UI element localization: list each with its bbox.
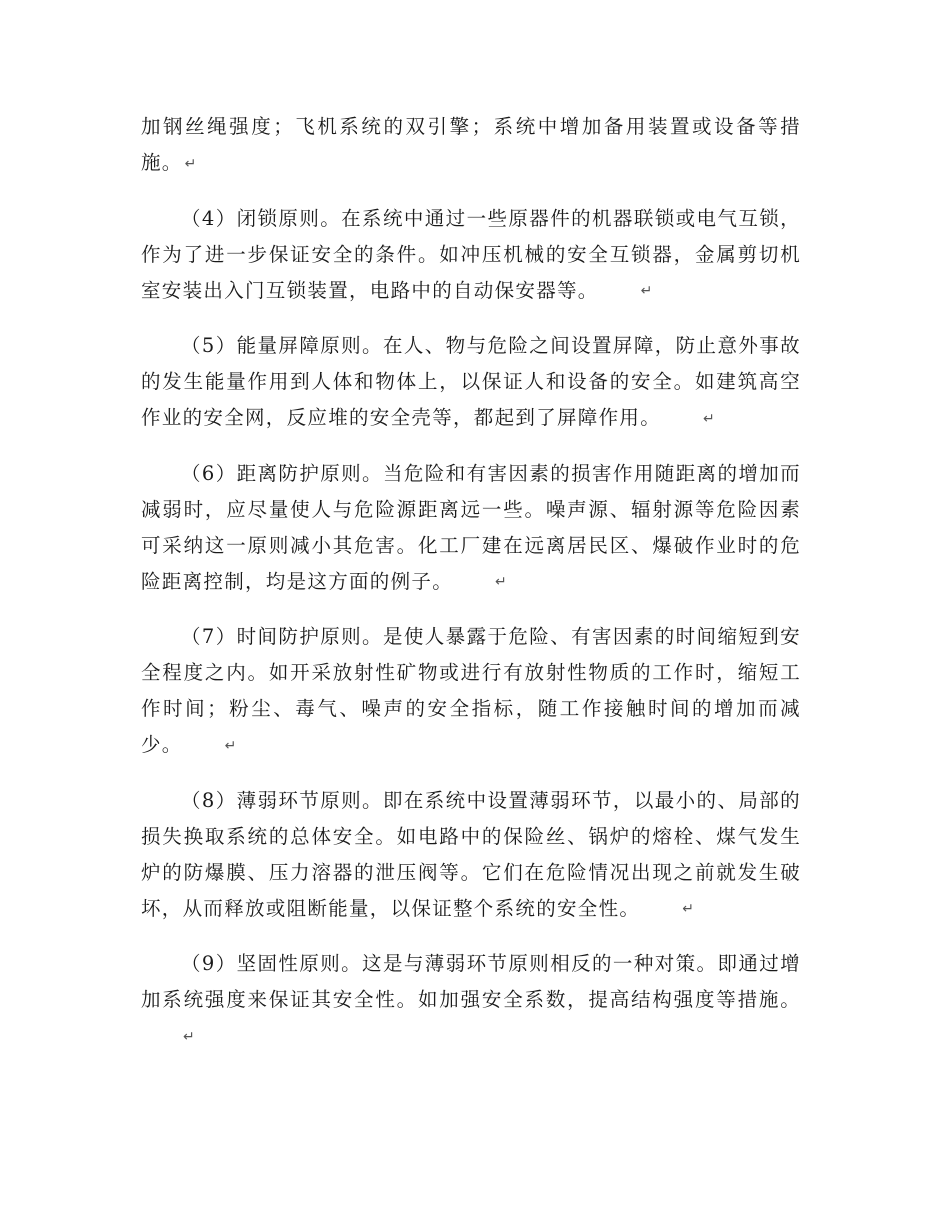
paragraph-6-text: （8）薄弱环节原则。即在系统中设置薄弱环节，以最小的、局部的损失换取系统的总体安全。如电路中的保险丝、锅炉的熔栓、煤气发生炉的防爆膜、压力溶器的泄压阀等。它们在危险情况出现之前就发生破坏，从而释放或阻断能量，以保证整个系统的安全性。 <box>141 788 801 920</box>
paragraph-mark-icon: ↵ <box>224 737 237 754</box>
paragraph-6 <box>141 783 801 928</box>
paragraph-mark-icon: ↵ <box>640 283 653 299</box>
paragraph-mark-icon: ↵ <box>184 155 197 172</box>
paragraph-mark-icon: ↵ <box>682 901 694 917</box>
paragraph-2-text: （4）闭锁原则。在系统中通过一些原器件的机器联锁或电气互锁，作为了进一步保证安全的条件。如冲压机械的安全互锁器，金属剪切机室安装出入门互锁装置，电路中的自动保安器等。 <box>141 206 801 302</box>
paragraph-2 <box>141 201 801 310</box>
paragraph-7 <box>141 946 801 1055</box>
paragraph-4 <box>141 456 801 601</box>
paragraph-3 <box>141 328 801 437</box>
document-body <box>141 109 801 1074</box>
paragraph-1-text: 加钢丝绳强度；飞机系统的双引擎；系统中增加备用装置或设备等措施。 <box>141 115 801 174</box>
paragraph-3-text: （5）能量屏障原则。在人、物与危险之间设置屏障，防止意外事故的发生能量作用到人体和物体上，以保证人和设备的安全。如建筑高空作业的安全网，反应堆的安全壳等，都起到了屏障作用。 <box>141 334 801 429</box>
paragraph-4-text: （6）距离防护原则。当危险和有害因素的损害作用随距离的增加而减弱时，应尽量使人与危险源距离远一些。噪声源、辐射源等危险因素可采纳这一原则减小其危害。化工厂建在远离居民区、爆破作业时的危险距离控制，均是这方面的例子。 <box>141 461 801 593</box>
paragraph-mark-icon: ↵ <box>183 1028 195 1045</box>
paragraph-7-text: （9）坚固性原则。这是与薄弱环节原则相反的一种对策。即通过增加系统强度来保证其安全性。如加强安全系数，提高结构强度等措施。 <box>141 952 801 1011</box>
paragraph-5 <box>141 619 801 764</box>
paragraph-mark-icon: ↵ <box>703 410 715 427</box>
paragraph-5-text: （7）时间防护原则。是使人暴露于危险、有害因素的时间缩短到安全程度之内。如开采放射性矿物或进行有放射性物质的工作时，缩短工作时间；粉尘、毒气、噪声的安全指标，随工作接触时间的增加而减少。 <box>141 625 801 756</box>
paragraph-mark-icon: ↵ <box>495 574 507 590</box>
paragraph-1 <box>141 109 801 182</box>
